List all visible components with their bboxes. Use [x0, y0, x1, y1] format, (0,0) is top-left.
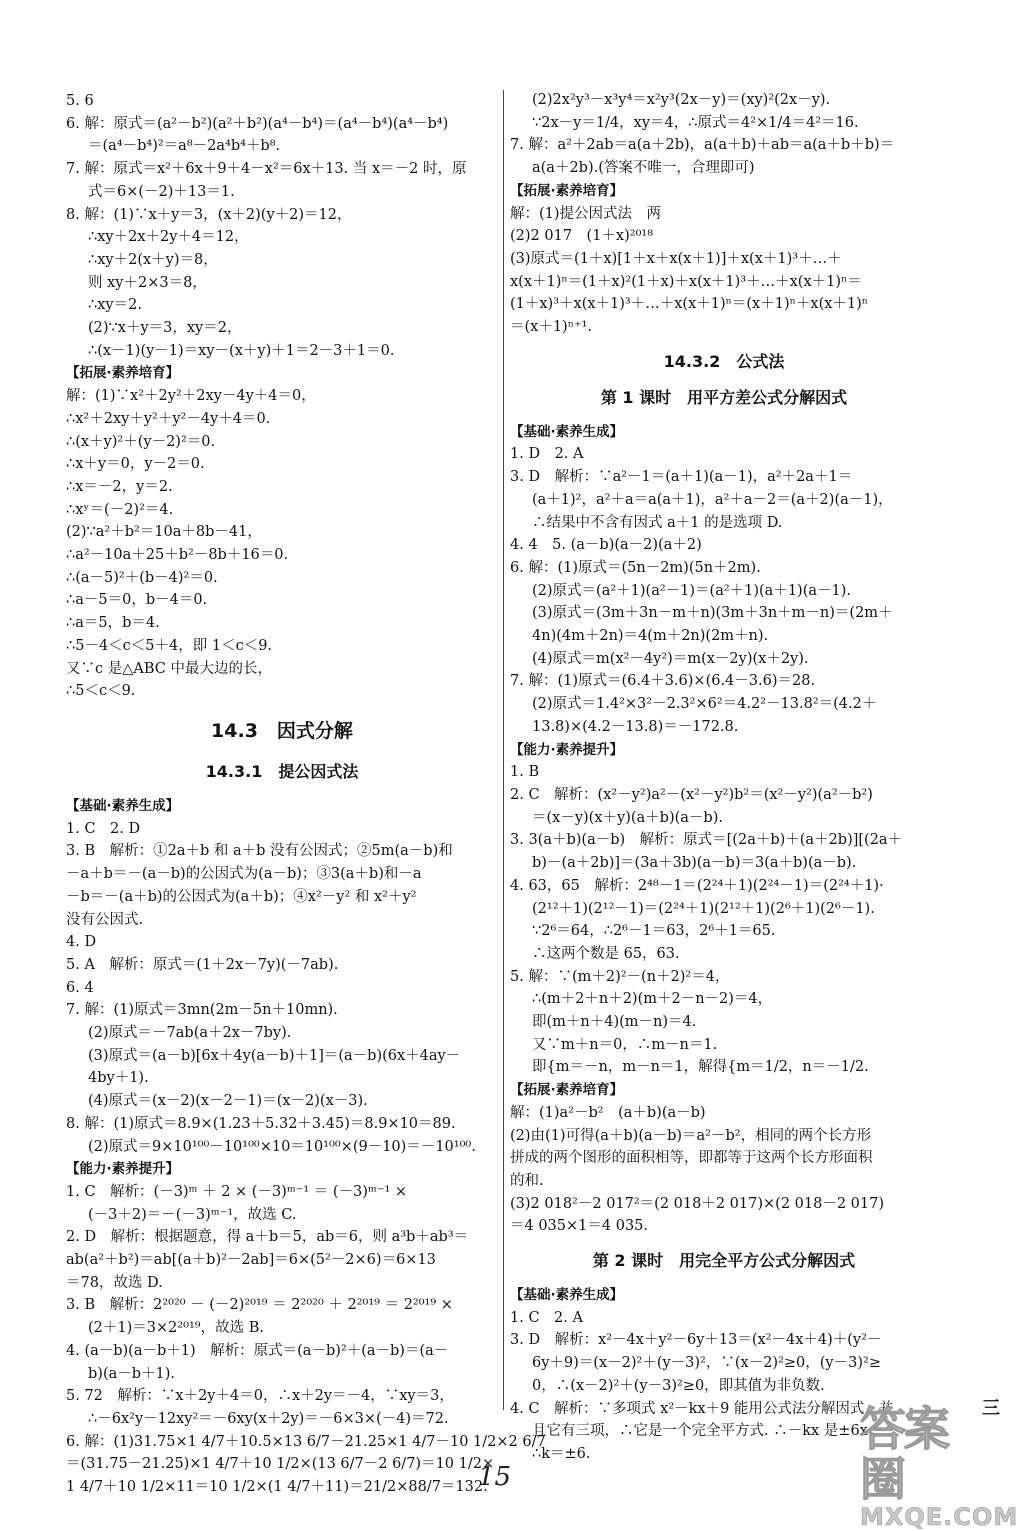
answer-line: (3)2 018²－2 017²＝(2 018＋2 017)×(2 018－2 017): [510, 1195, 885, 1212]
answer-line: (2＋1)＝3×2²⁰¹⁹，故选 B.: [88, 1320, 264, 1337]
answer-line: 6. 解：原式＝(a²－b²)(a²＋b²)(a⁴－b⁴)＝(a⁴－b⁴)(a⁴－b⁴): [66, 115, 449, 132]
answer-line: (2)原式＝－7ab(a＋2x－7by).: [88, 1025, 292, 1042]
answer-line: 3. D 解析：x²－4x＋y²－6y＋13＝(x²－4x＋4)＋(y²－: [510, 1332, 882, 1349]
answer-line: 3. B 解析：2²⁰²⁰ － (－2)²⁰¹⁹ ＝ 2²⁰²⁰ ＋ 2²⁰¹⁹ ＝ 2²⁰¹⁹ ×: [66, 1297, 453, 1314]
answer-line: 1. C 2. D: [66, 820, 141, 837]
answer-line: 8. 解：(1)原式＝8.9×(1.23＋5.32＋3.45)＝8.9×10＝89.: [66, 1115, 456, 1132]
answer-line: (3)原式＝(3m＋3n－m＋n)(3m＋3n＋m－n)＝(2m＋: [532, 605, 893, 622]
answer-line: 又∵c 是△ABC 中最大边的长，: [66, 660, 272, 677]
answer-line: 4by＋1).: [88, 1070, 149, 1087]
answer-line: ∴k＝±6.: [532, 1445, 591, 1462]
answer-line: 6y＋9)＝(x－2)²＋(y－3)²，∵(x－2)²≥0，(y－3)²≥: [532, 1355, 881, 1372]
answer-line: (1＋x)³＋x(x＋1)³＋…＋x(x＋1)ⁿ＝(x＋1)ⁿ＋x(x＋1)ⁿ: [510, 296, 869, 313]
answer-line: b)(a－b＋1).: [88, 1365, 176, 1382]
answer-line: 解：(1)提公因式法 两: [510, 205, 662, 222]
answer-line: 1. C 2. A: [510, 1309, 583, 1326]
answer-line: 13.8)×(4.2－13.8)＝－172.8.: [532, 718, 739, 735]
answer-line: 3. 3(a＋b)(a－b) 解析：原式＝[(2a＋b)＋(a＋2b)][(2a＋: [510, 832, 903, 849]
answer-line: ＝4 035×1＝4 035.: [510, 1218, 649, 1235]
answer-line: ∴a－5＝0，b－4＝0.: [66, 592, 208, 609]
answer-line: 又∵m＋n＝0，∴m－n＝1.: [532, 1036, 718, 1053]
answer-line: ∴－6x²y－12xy²＝－6xy(x＋2y)＝－6×3×(－4)＝72.: [88, 1410, 449, 1427]
answer-line: 7. 解：(1)原式＝(6.4＋3.6)×(6.4－3.6)＝28.: [510, 673, 816, 690]
answer-line: ∴5＜c＜9.: [66, 683, 136, 700]
answer-line: ＝78，故选 D.: [66, 1274, 163, 1291]
edge-mark: 三: [982, 1398, 1000, 1419]
answer-line: 7. 解：a²＋2ab＝a(a＋2b)，a(a＋b)＋ab＝a(a＋b＋b)＝: [510, 137, 895, 154]
answer-line: ∵2x－y＝1/4，xy＝4，∴原式＝4²×1/4＝4²＝16.: [532, 114, 859, 131]
answer-line: 5. 72 解析：∵x＋2y＋4＝0，∴x＋2y＝－4，∵xy＝3，: [66, 1388, 454, 1405]
answer-line: (2)∵x＋y＝3，xy＝2，: [88, 320, 242, 337]
answer-line: －a＋b＝－(a－b)的公因式为(a－b)；③3(a＋b)和－a: [66, 866, 422, 883]
section-label: 【基础·素养生成】: [510, 1287, 624, 1304]
answer-line: (3)原式＝(1＋x)[1＋x＋x(x＋1)]＋x(x＋1)³＋…＋: [510, 250, 842, 267]
answer-line: (2)原式＝9×10¹⁰⁰－10¹⁰⁰×10＝10¹⁰⁰×(9－10)＝－10¹⁰⁰.: [88, 1138, 476, 1155]
answer-line: (2)∵a²＋b²＝10a＋8b－41，: [66, 524, 262, 541]
answer-line: ∵2⁶＝64，∴2⁶－1＝63，2⁶＋1＝65.: [532, 923, 776, 940]
answer-line: ∴x²＋2xy＋y²＋y²－4y＋4＝0.: [66, 410, 271, 427]
right-column: [510, 89, 938, 1466]
answer-line: 2. D 解析：根据题意，得 a＋b＝5，ab＝6，则 a³b＋ab³＝: [66, 1229, 469, 1246]
answer-line: ∴a＝5，b＝4.: [66, 615, 160, 632]
answer-line: ∴5－4＜c＜5＋4，即 1＜c＜9.: [66, 637, 273, 654]
answer-line: ＝(x－y)(x＋y)(a＋b)(a－b).: [532, 809, 723, 826]
section-label: 【基础·素养生成】: [66, 797, 180, 814]
answer-line: ＝(31.75－21.25)×1 4/7＋10 1/2×(13 6/7－2 6/7)＝10 1/2×: [66, 1456, 495, 1473]
answer-line: 即(m＋n＋4)(m－n)＝4.: [532, 1014, 697, 1031]
answer-line: 4. 63，65 解析：2⁴⁸－1＝(2²⁴＋1)(2²⁴－1)＝(2²⁴＋1)·: [510, 877, 884, 894]
answer-line: 1. B: [510, 764, 540, 781]
section-label: 【拓展·素养培育】: [510, 1082, 624, 1099]
answer-line: (2)2 017 (1＋x)²⁰¹⁸: [510, 228, 654, 245]
answer-line: ∴x＋y＝0，y－2＝0.: [66, 456, 205, 473]
answer-line: ∴xy＋2(x＋y)＝8，: [88, 251, 218, 268]
answer-line: x(x＋1)ⁿ＝(1＋x)²(1＋x)＋x(x＋1)³＋…＋x(x＋1)ⁿ＝: [510, 273, 862, 290]
lesson-heading: 14.3.2 公式法: [663, 351, 785, 371]
answer-line: 5. 6: [66, 93, 94, 109]
answer-line: (2)2x²y³－x³y⁴＝x²y³(2x－y)＝(xy)²(2x－y).: [532, 92, 831, 108]
answer-line: 4. C 解析：∵多项式 x²－kx＋9 能用公式法分解因式，并: [510, 1400, 894, 1417]
answer-line: 5. A 解析：原式＝(1＋2x－7y)(－7ab).: [66, 956, 339, 973]
answer-line: 7. 解：(1)原式＝3mn(2m－5n＋10mn).: [66, 1002, 338, 1019]
watermark-sub-text: MXQE.COM: [860, 1503, 1018, 1531]
answer-line: ∴(x－1)(y－1)＝xy－(x＋y)＋1＝2－3＋1＝0.: [88, 342, 395, 359]
answer-line: (4)原式＝m(x²－4y²)＝m(x－2y)(x＋2y).: [532, 650, 809, 667]
answer-line: 3. D 解析：∵a²－1＝(a＋1)(a－1)，a²＋2a＋1＝: [510, 469, 853, 486]
chapter-heading: 14.3 因式分解: [211, 719, 353, 742]
answer-line: (3)原式＝(a－b)[6x＋4y(a－b)＋1]＝(a－b)(6x＋4ay－: [88, 1047, 461, 1064]
answer-line: 1. D 2. A: [510, 446, 584, 463]
answer-line: 解：(1)∵x²＋2y²＋2xy－4y＋4＝0，: [66, 388, 316, 405]
answer-line: ＝(a⁴－b⁴)²＝a⁸－2a⁴b⁴＋b⁸.: [88, 138, 281, 155]
section-label: 【拓展·素养培育】: [510, 182, 624, 199]
answer-line: 式＝6×(－2)＋13＝1.: [88, 183, 235, 200]
answer-line: 6. 4: [66, 979, 94, 996]
answer-line: (a＋1)²，a²＋a＝a(a＋1)，a²＋a－2＝(a＋2)(a－1)，: [532, 491, 893, 508]
answer-line: 1. C 解析：(－3)ᵐ ＋ 2 × (－3)ᵐ⁻¹ ＝ (－3)ᵐ⁻¹ ×: [66, 1183, 408, 1200]
answer-line: －b＝－(a＋b)的公因式为(a＋b)；④x²－y² 和 x²＋y²: [66, 888, 417, 905]
answer-line: 4. 4 5. (a－b)(a－2)(a＋2): [510, 537, 702, 554]
column-divider: [503, 90, 504, 1410]
lesson-heading: 第 2 课时 用完全平方公式分解因式: [592, 1251, 856, 1271]
lesson-heading: 第 1 课时 用平方差公式分解因式: [600, 387, 848, 407]
lesson-heading: 14.3.1 提公因式法: [205, 761, 359, 781]
answer-line: ab(a²＋b²)＝ab[(a＋b)²－2ab]＝6×(5²－2×6)＝6×13: [66, 1252, 436, 1269]
answer-line: (2)由(1)可得(a＋b)(a－b)＝a²－b²，相同的两个长方形: [510, 1127, 872, 1144]
answer-line: 即{m＝－n，m－n＝1，解得{m＝1/2，n＝－1/2.: [532, 1059, 869, 1076]
answer-line: 则 xy＋2×3＝8，: [88, 274, 207, 291]
answer-line: 4. D: [66, 934, 97, 951]
answer-line: ∴结果中不含有因式 a＋1 的是选项 D.: [532, 514, 783, 531]
answer-line: 6. 解：(1)31.75×1 4/7＋10.5×13 6/7－21.25×1 4/7－10 1/2×2 6/7: [66, 1433, 546, 1450]
answer-line: 解：(1)a²－b² (a＋b)(a－b): [510, 1104, 706, 1121]
answer-line: ＝(x＋1)ⁿ⁺¹.: [510, 319, 593, 336]
answer-line: b)－(a＋2b)]＝(3a＋3b)(a－b)＝3(a＋b)(a－b).: [532, 855, 857, 872]
answer-line: 4n)(4m＋2n)＝4(m＋2n)(2m＋n).: [532, 628, 769, 645]
answer-line: 3. B 解析：①2a＋b 和 a＋b 没有公因式；②5m(a－b)和: [66, 843, 453, 860]
answer-line: 5. 解：∵(m＋2)²－(n＋2)²＝4，: [510, 968, 730, 985]
answer-line: ∴xʸ＝(－2)²＝4.: [66, 501, 174, 518]
answer-line: ∴(x＋y)²＋(y－2)²＝0.: [66, 433, 216, 450]
answer-line: 7. 解：原式＝x²＋6x＋9＋4－x²＝6x＋13. 当 x＝－2 时，原: [66, 161, 467, 178]
section-label: 【能力·素养提升】: [510, 741, 624, 758]
answer-line: (2)原式＝(a²＋1)(a²－1)＝(a²＋1)(a＋1)(a－1).: [532, 582, 852, 599]
answer-line: (4)原式＝(x－2)(x－2－1)＝(x－2)(x－3).: [88, 1093, 368, 1110]
answer-line: (－3＋2)＝－(－3)ᵐ⁻¹，故选 C.: [88, 1206, 297, 1223]
answer-line: ∴x＝－2，y＝2.: [66, 478, 173, 495]
watermark-logo: [860, 1402, 1018, 1531]
answer-line: (2)原式＝1.4²×3²－2.3²×6²＝4.2²－13.8²＝(4.2＋: [532, 696, 877, 713]
answer-line: 的和.: [510, 1172, 544, 1189]
section-label: 【拓展·素养培育】: [66, 365, 180, 382]
answer-line: 6. 解：(1)原式＝(5n－2m)(5n＋2m).: [510, 559, 761, 576]
answer-line: ∴xy＝2.: [88, 297, 142, 314]
answer-line: 8. 解：(1)∵x＋y＝3，(x＋2)(y＋2)＝12，: [66, 206, 352, 223]
answer-line: 0，∴(x－2)²＋(y－3)²≥0，即其值为非负数.: [532, 1377, 825, 1394]
answer-line: 拼成的两个图形的面积相等，即都等于这两个长方形面积: [510, 1150, 873, 1167]
answer-line: a(a＋2b).(答案不唯一，合理即可): [532, 160, 755, 177]
answer-line: ∴(m＋2＋n＋2)(m＋2－n－2)＝4，: [532, 991, 773, 1008]
answer-line: 4. (a－b)(a－b＋1) 解析：原式＝(a－b)²＋(a－b)＝(a－: [66, 1342, 449, 1359]
answer-line: 2. C 解析：(x²－y²)a²－(x²－y²)b²＝(x²－y²)(a²－b²): [510, 786, 873, 803]
answer-line: 且它有三项，∴它是一个完全平方式. ∴－kx 是±6x.: [532, 1423, 873, 1440]
answer-line: 没有公因式.: [66, 911, 144, 928]
answer-line: ∴xy＋2x＋2y＋4＝12，: [88, 229, 249, 246]
page-number: 15: [478, 1462, 512, 1492]
section-label: 【能力·素养提升】: [66, 1161, 180, 1178]
section-label: 【基础·素养生成】: [510, 423, 624, 440]
answer-line: ∴这两个数是 65，63.: [532, 945, 680, 962]
answer-line: 1 4/7＋10 1/2×11＝10 1/2×(1 4/7＋11)＝21/2×88/7＝132.: [66, 1479, 488, 1496]
answer-line: ∴(a－5)²＋(b－4)²＝0.: [66, 569, 218, 586]
watermark-main-text: 答案圈: [860, 1402, 948, 1506]
answer-line: (2¹²＋1)(2¹²－1)＝(2²⁴＋1)(2¹²＋1)(2⁶＋1)(2⁶－1).: [532, 900, 875, 917]
answer-line: ∴a²－10a＋25＋b²－8b＋16＝0.: [66, 547, 289, 564]
